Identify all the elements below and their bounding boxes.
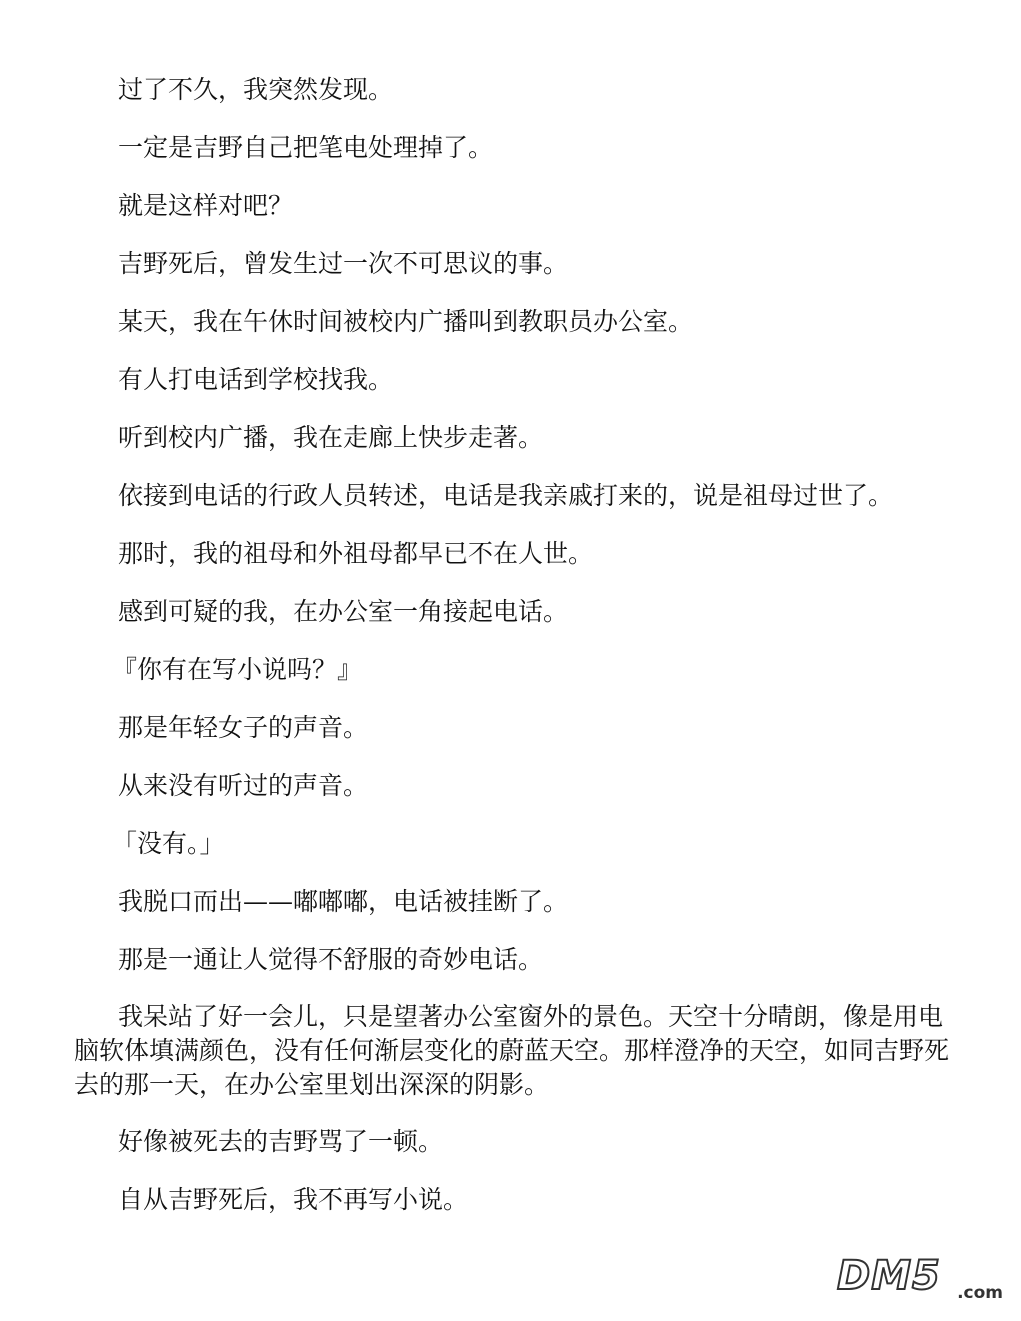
paragraph: 就是这样对吧？ xyxy=(118,191,294,220)
paragraph: 吉野死后，曾发生过一次不可思议的事。 xyxy=(118,249,569,278)
paragraph: 那是一通让人觉得不舒服的奇妙电话。 xyxy=(118,945,544,974)
paragraph: 有人打电话到学校找我。 xyxy=(118,365,394,394)
paragraph: 过了不久，我突然发现。 xyxy=(118,75,394,104)
paragraph: 自从吉野死后，我不再写小说。 xyxy=(118,1185,469,1214)
document-page xyxy=(74,72,954,1240)
paragraph-long: 我呆站了好一会儿，只是望著办公室窗外的景色。天空十分晴朗，像是用电脑软体填满颜色，没有任何渐层变化的蔚蓝天空。那样澄净的天空，如同吉野死去的那一天，在办公室里划出深深的阴影。 xyxy=(74,1002,950,1099)
paragraph: 我脱口而出——嘟嘟嘟，电话被挂断了。 xyxy=(118,887,569,916)
paragraph: 那是年轻女子的声音。 xyxy=(118,713,369,742)
paragraph: 某天，我在午休时间被校内广播叫到教职员办公室。 xyxy=(118,307,694,336)
paragraph: 那时，我的祖母和外祖母都早已不在人世。 xyxy=(118,539,594,568)
dm5-watermark-logo xyxy=(837,1253,1007,1311)
paragraph-quote: 『你有在写小说吗？』 xyxy=(112,655,363,684)
paragraph: 一定是吉野自己把笔电处理掉了。 xyxy=(118,133,494,162)
watermark-logo-text: DM5 xyxy=(837,1253,941,1299)
paragraph: 感到可疑的我，在办公室一角接起电话。 xyxy=(118,597,569,626)
paragraph: 从来没有听过的声音。 xyxy=(118,771,369,800)
paragraph: 好像被死去的吉野骂了一顿。 xyxy=(118,1127,444,1156)
watermark-suffix: .com xyxy=(957,1283,1003,1303)
paragraph: 听到校内广播，我在走廊上快步走著。 xyxy=(118,423,544,452)
paragraph: 依接到电话的行政人员转述，电话是我亲戚打来的，说是祖母过世了。 xyxy=(118,481,894,510)
paragraph-quote: 「没有。」 xyxy=(112,829,225,858)
